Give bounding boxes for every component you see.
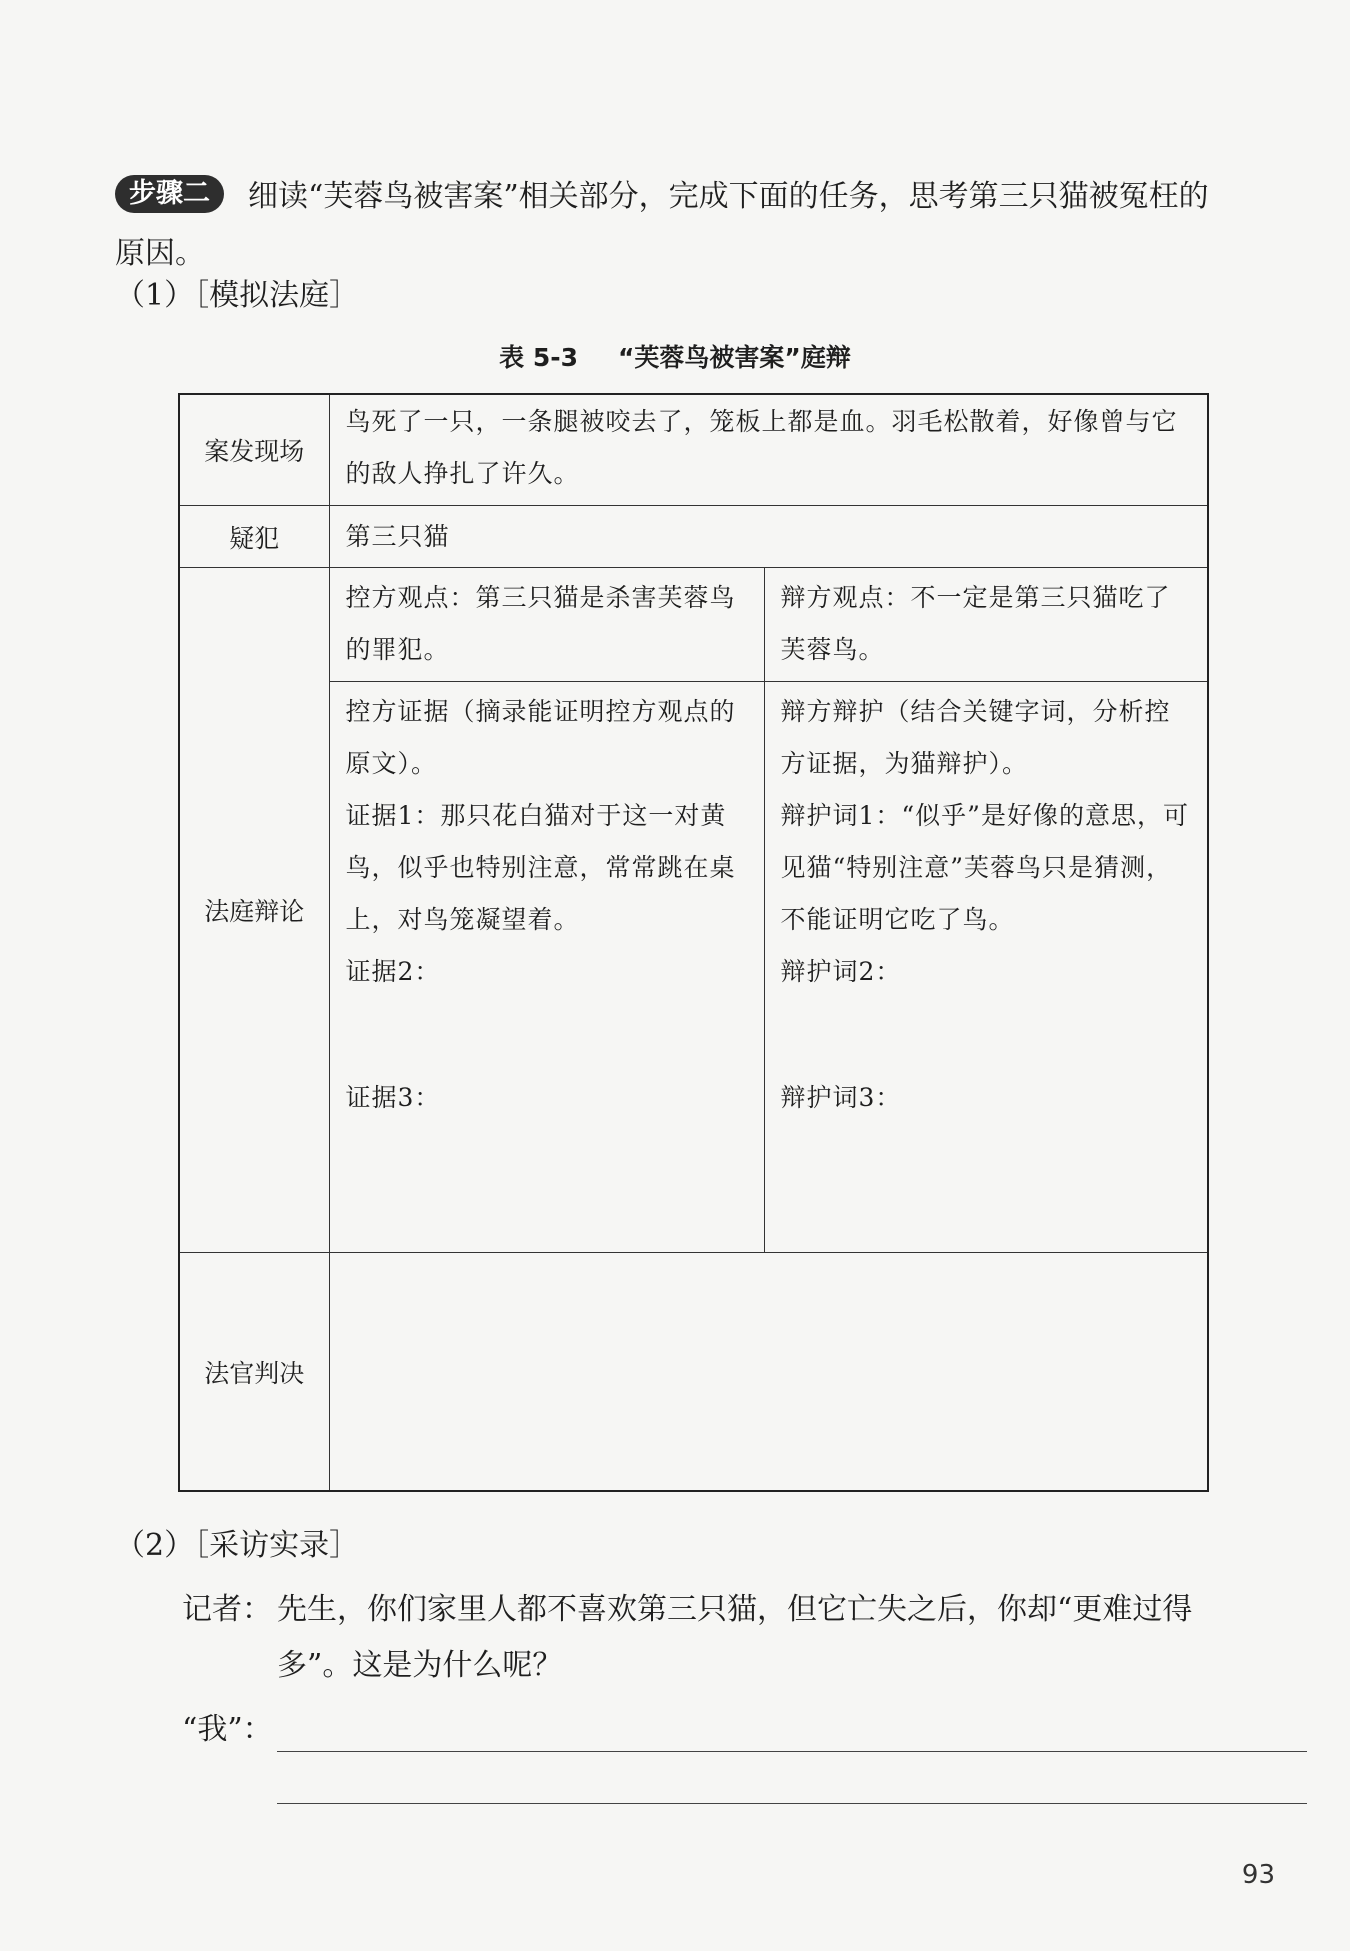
verdict-blank[interactable]: [329, 1253, 1208, 1492]
verdict-head: 法官判决: [179, 1253, 329, 1492]
defense-2-blank[interactable]: [781, 998, 1192, 1072]
scene-text: 鸟死了一只，一条腿被咬去了，笼板上都是血。羽毛松散着，好像曾与它的敌人挣扎了许久。: [345, 407, 1178, 488]
defense-cell: [764, 682, 1208, 1253]
suspect-row: [179, 506, 1208, 568]
table-name: “芙蓉鸟被害案”庭辩: [618, 343, 851, 372]
prosecution-view-cell: [329, 568, 764, 682]
defense-view: 辩方观点：不一定是第三只猫吃了芙蓉鸟。: [780, 583, 1171, 664]
evidence-1: 证据1：那只花白猫对于这一对黄鸟，似乎也特别注意，常常跳在桌上，对鸟笼凝望着。: [345, 801, 736, 934]
prosecution-view: 控方观点：第三只猫是杀害芙蓉鸟的罪犯。: [345, 583, 736, 664]
defense-2: 辩护词2：: [780, 957, 902, 986]
defense-3-blank[interactable]: [781, 1124, 1192, 1184]
step-badge: 步骤二: [115, 175, 224, 213]
page-number: 93: [1241, 1860, 1275, 1890]
answer-line-2[interactable]: [277, 1803, 1307, 1804]
prosecution-evidence-cell: [329, 682, 764, 1253]
reporter-question: [115, 1582, 1215, 1694]
evidence-3-blank[interactable]: [346, 1124, 748, 1184]
step-instruction: [115, 168, 1220, 282]
my-answer-cont: [115, 1758, 1215, 1813]
me-label: “我”：: [182, 1712, 273, 1747]
scene-cell: [329, 394, 1208, 506]
scene-head: 案发现场: [179, 394, 329, 506]
answer-line-1[interactable]: [277, 1751, 1307, 1752]
part2-label: （2）［采访实录］: [115, 1528, 360, 1563]
defense-intro: 辩方辩护（结合关键字词，分析控方证据，为猫辩护）。: [780, 697, 1171, 778]
part1-label: （1）［模拟法庭］: [115, 278, 360, 313]
verdict-row: [179, 1253, 1208, 1492]
interview-section: [115, 1520, 1215, 1813]
reporter-label: 记者：: [182, 1592, 272, 1627]
prosecution-evidence-intro: 控方证据（摘录能证明控方观点的原文）。: [345, 697, 736, 778]
table-number: 表 5-3: [499, 343, 578, 372]
evidence-2-blank[interactable]: [346, 998, 748, 1072]
my-answer: [115, 1696, 1215, 1756]
defense-1: 辩护词1：“似乎”是好像的意思，可见猫“特别注意”芙蓉鸟只是猜测，不能证明它吃了鸟。: [780, 801, 1189, 934]
debate-head: 法庭辩论: [179, 568, 329, 1253]
views-row: [179, 568, 1208, 682]
evidence-2: 证据2：: [345, 957, 441, 986]
evidence-3: 证据3：: [345, 1083, 441, 1112]
evidence-row: [179, 682, 1208, 1253]
suspect-text: 第三只猫: [345, 521, 450, 551]
table-title: [0, 338, 1350, 374]
defense-3: 辩护词3：: [780, 1083, 902, 1112]
reporter-text: 先生，你们家里人都不喜欢第三只猫，但它亡失之后，你却“更难过得多”。这是为什么呢？: [277, 1592, 1193, 1683]
suspect-cell: [329, 506, 1208, 568]
defense-view-cell: [764, 568, 1208, 682]
step-text: 细读“芙蓉鸟被害案”相关部分，完成下面的任务，思考第三只猫被冤枉的原因。: [115, 179, 1209, 271]
suspect-head: 疑犯: [179, 506, 329, 568]
court-debate-table: [178, 393, 1209, 1492]
scene-row: [179, 394, 1208, 506]
